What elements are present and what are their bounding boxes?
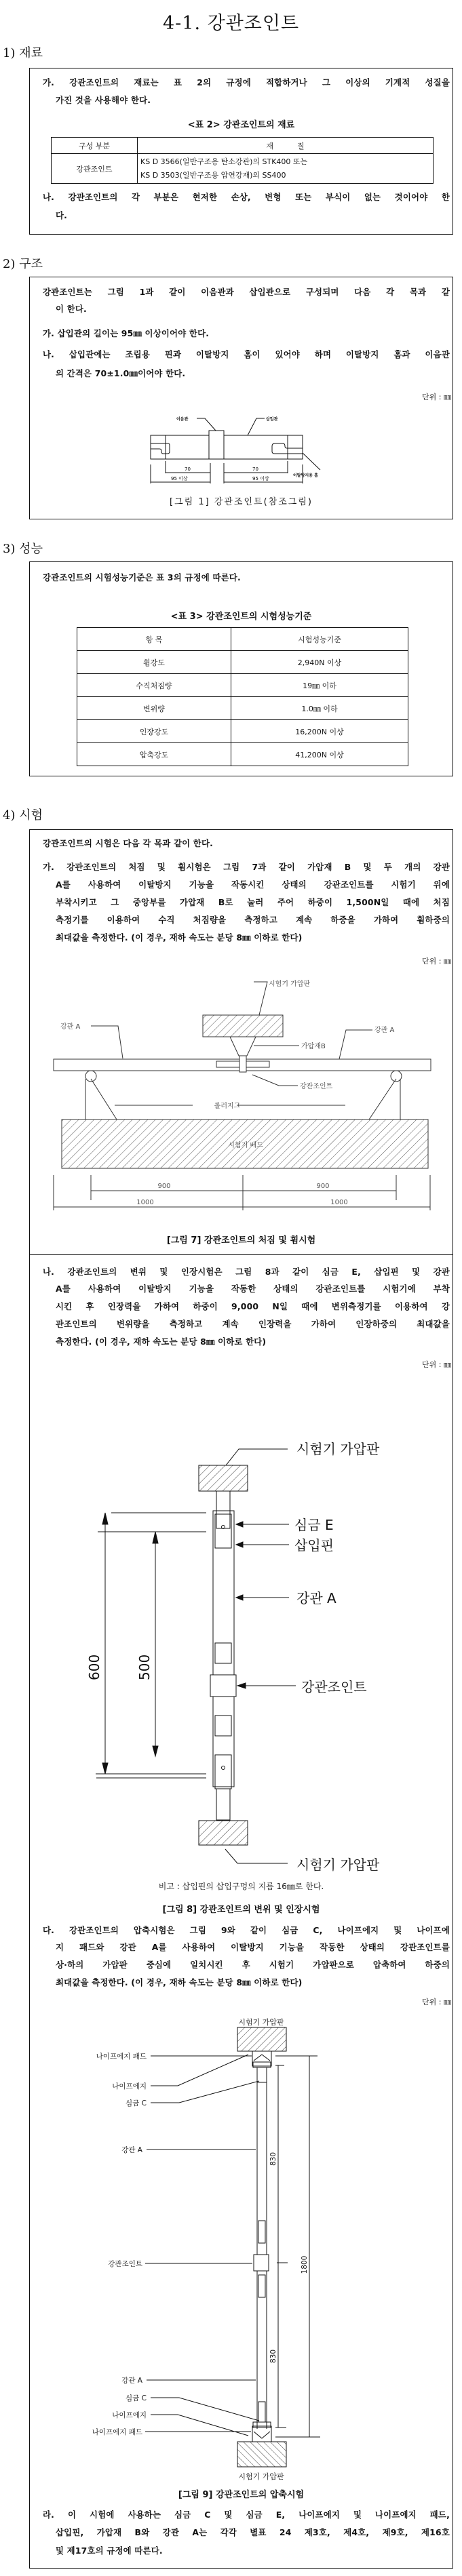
fig7-label-press-member: 가압재B [301,1043,326,1050]
unit-label: 단위 : ㎜ [422,393,451,401]
test-para-na-line1: 나. 강관조인트의 변위 및 인장시험은 그림 8과 같이 심금 E, 삽입핀 및 강관 [43,1267,450,1277]
insert-pin-top [215,1514,231,1548]
test-para-ga-line5: 최대값을 측정한다. (이 경우, 재하 속도는 분당 8㎜ 이하로 한다) [56,932,303,943]
performance-table [77,627,408,766]
joint-sleeve [210,1675,236,1697]
figure1-label-joint: 이음관 [176,417,189,422]
table-row [77,743,408,766]
right-insert-tube [224,435,303,459]
table-cell: 휨강도 [77,651,231,674]
structure-para-na-line1: 나. 삽입관에는 조립용 핀과 이탈방지 홈이 있어야 하며 이탈방지 홈과 이음관 [43,349,450,359]
test-para-ra-line1: 라. 이 시험에 사용하는 심금 C 및 심금 E, 나이프에지 및 나이프에지 패드, [43,2510,450,2520]
leader-pipe-left [91,1026,123,1058]
fig9-label-knife-top: 나이프에지 [112,2082,147,2090]
figure1-label-groove: 이탈방지용 홈 [293,473,318,478]
fig9-label-joint: 강관조인트 [108,2260,142,2268]
press-plate [203,1015,283,1037]
fig8-dim: 600 [86,1654,102,1680]
test-para-ga-line2: A를 사용하여 이탈방지 기능을 작동시킨 상태의 강관조인트를 시험기 위에 [56,879,450,890]
section-heading-structure: 2) 구조 [3,257,43,271]
test-para-da-line1: 다. 강관조인트의 압축시험은 그림 9와 같이 심금 C, 나이프에지 및 나이프에 [43,1925,450,1935]
core-e-bottom [216,1789,230,1820]
fig8-label-core-e: 심금 E [294,1517,334,1533]
figure8-tension-test-diagram [30,1376,450,1878]
table-header: 재 질 [138,138,434,154]
figure1-joint-diagram [136,410,326,488]
fig9-label-pipe-bottom: 강관 A [121,2377,142,2385]
structure-para-na-line2: 의 간격은 70±1.0㎜이어야 한다. [56,368,186,378]
fig9-label-pad-top: 나이프에지 패드 [96,2053,147,2061]
figure1-dim: 95 이상 [252,476,269,481]
core-c-bottom [258,2402,265,2422]
table-row [77,674,408,697]
fig9-dim: 1800 [301,2255,309,2274]
table-cell: 변위량 [77,697,231,720]
fig9-label-pipe-top: 강관 A [121,2146,142,2154]
table2-caption: <표 2> 강관조인트의 재료 [187,120,295,130]
press-plate-top [237,2027,286,2051]
joint-leader [197,418,216,431]
test-para-da-line4: 최대값을 측정한다. (이 경우, 재하 속도는 분당 8㎜ 이하로 한다) [56,1977,303,1987]
structure-para-ga: 가. 삽입관의 길이는 95㎜ 이상이어야 한다. [43,328,210,338]
unit-label: 단위 : ㎜ [422,1360,451,1369]
fig7-label-press-plate: 시험기 가압판 [269,980,311,988]
figure9-compression-test-diagram [30,2014,450,2489]
figure8-caption: [그림 8] 강관조인트의 변위 및 인장시험 [162,1905,320,1915]
test-para-ga-line1: 가. 강관조인트의 처짐 및 휨시험은 그림 7과 같이 가압재 B 및 두 개의 강관 [43,862,450,872]
fig7-dim: 900 [157,1183,171,1190]
section-heading-materials: 1) 재료 [3,46,43,60]
steel-pipe-a [213,1511,234,1787]
leader-press-top [226,1449,288,1465]
fig7-label-bed: 시험기 배드 [228,1142,263,1149]
table-header: 구성 부분 [52,138,138,154]
table-cell: 강관조인트 [52,154,138,184]
test-para-ra-line3: 및 제17호의 규정에 따른다. [56,2545,163,2556]
leader-joint [252,1075,298,1086]
table-header: 시험성능기준 [231,628,408,651]
table-header: 항 목 [77,628,231,651]
table-cell: 인장강도 [77,720,231,743]
figure1-dim: 70 [252,467,258,472]
table3-caption: <표 3> 강관조인트의 시험성능기준 [170,612,312,622]
roller-jig-right [369,1079,400,1119]
table-cell: 수직처짐량 [77,674,231,697]
test-para-na-line2: A를 사용하여 이탈방지 기능을 작동한 상태의 강관조인트를 시험기에 부착 [56,1284,450,1294]
fig7-label-roller-jig: 롤러지그 [214,1103,241,1110]
ext-top [275,2056,317,2065]
table-cell: 16,200N 이상 [231,720,408,743]
core-c-top [257,2067,267,2082]
fig8-label-press-top: 시험기 가압판 [296,1441,380,1457]
fig9-label-press-top: 시험기 가압판 [238,2018,284,2027]
test-para-na-line5: 측정한다. (이 경우, 재하 속도는 분당 8㎜ 이하로 한다) [56,1336,267,1347]
materials-para-ga-line2: 가진 것을 사용해야 한다. [56,95,151,105]
test-para-ra-line2: 삽입핀, 가압재 B와 강관 A는 각각 별표 24 제3호, 제4호, 제9호, 제16호 [56,2527,450,2537]
unit-label: 단위 : ㎜ [422,1998,451,2006]
leader-press-plate [254,982,267,1015]
table-cell: 19㎜ 이하 [231,674,408,697]
left-groove [151,443,170,454]
roller-jig-left [85,1079,117,1119]
fig7-label-pipe-right: 강관 A [374,1027,395,1034]
left-insert-tube [151,435,210,459]
insert-pin-bottom [215,1755,231,1789]
test-para-na-line4: 관조인트의 변위량을 측정하고 계속 인장력을 가하여 인장하중의 최대값을 [56,1319,450,1329]
fig9-dim: 830 [269,2152,277,2166]
knife-edge-pad-top [252,2051,271,2066]
figure1-caption: [그림 1] 강관조인트(참조그림) [170,497,313,507]
materials-table [51,137,434,184]
fig8-dim: 500 [136,1654,153,1680]
page-title: 4-1. 강관조인트 [162,13,300,34]
press-plate-bottom [237,2442,286,2467]
press-plate-bottom [199,1821,248,1845]
fig8-label-insert-pin: 삽입핀 [294,1537,334,1553]
joint-sleeve [209,431,224,459]
figure1-label-insert: 삽입관 [266,417,278,422]
materials-para-na-line2: 다. [56,210,68,220]
fig7-dim: 900 [316,1183,330,1190]
fig7-label-pipe-left: 강관 A [60,1023,81,1031]
fig9-dim: 830 [269,2349,277,2364]
structure-intro-line1: 강관조인트는 그림 1과 같이 이음관과 삽입관으로 구성되며 다음 각 목과 같 [43,287,450,297]
table-row [77,720,408,743]
material-line: KS D 3503(일반구조용 압연강재)의 SS400 [140,170,286,180]
fig9-label-core-bottom: 심금 C [126,2394,147,2402]
test-para-ga-line3: 부착시키고 그 중앙부를 가압재 B로 눌러 주어 하중이 1,500N일 때에 처짐 [56,897,450,907]
press-member-b [230,1037,256,1056]
leader-press-bottom [225,1849,288,1863]
table-cell: 압축강도 [77,743,231,766]
section-heading-test: 4) 시험 [3,808,43,823]
figure8-note: 비고 : 삽입핀의 삽입구멍의 지름 16㎜로 한다. [158,1882,324,1891]
materials-para-na-line1: 나. 강관조인트의 각 부분은 현저한 손상, 변형 또는 부식이 없는 것이어야 한 [43,192,450,202]
fig7-dim: 1000 [136,1199,154,1206]
joint-sleeve [254,2255,269,2271]
fig9-label-knife-bottom: 나이프에지 [112,2411,147,2419]
fig7-label-joint: 강관조인트 [300,1083,333,1090]
roller-left [85,1071,96,1082]
extension-lines-top [98,1513,206,1532]
insert-leader [248,418,265,435]
fig7-dim: 1000 [330,1199,348,1206]
table-cell: 41,200N 이상 [231,743,408,766]
pin-hole-bottom [222,1766,225,1770]
figure7-caption: [그림 7] 강관조인트의 처짐 및 휨시험 [166,1235,316,1246]
groove-leader [303,453,320,470]
test-para-na-line3: 시킨 후 인장력을 가하여 하중이 9,000 N일 때에 변위측정기를 이용하여 강 [56,1301,450,1311]
material-line: KS D 3566(일반구조용 탄소강관)의 STK400 또는 [140,157,308,166]
test-para-da-line3: 상·하의 가압판 중심에 일치시킨 후 시험기 가압판으로 압축하여 하중의 [56,1960,450,1970]
test-intro: 강관조인트의 시험은 다음 각 목과 같이 한다. [43,838,214,848]
fig8-label-press-bottom: 시험기 가압판 [296,1857,380,1873]
extension-lines-bottom [96,1774,206,1778]
table-cell: 1.0㎜ 이하 [231,697,408,720]
fig8-label-pipe: 강관 A [296,1590,336,1606]
ext-bottom [275,2428,320,2437]
test-para-da-line2: 지 패드와 강관 A를 사용하여 이탈방지 기능을 작동한 상태의 강관조인트를 [56,1942,450,1952]
performance-intro: 강관조인트의 시험성능기준은 표 3의 규정에 따른다. [43,572,241,582]
fig9-label-pad-bottom: 나이프에지 패드 [92,2428,142,2436]
table-row [77,651,408,674]
fig9-label-press-bottom: 시험기 가압판 [238,2472,284,2481]
press-plate-top [199,1465,248,1491]
knife-edge-top [254,2055,270,2061]
figure1-dim: 70 [185,467,191,472]
figure7-bending-test-diagram [30,976,450,1221]
unit-label: 단위 : ㎜ [422,957,451,966]
structure-intro-line2: 이 한다. [56,304,87,314]
joint-sleeve [239,1056,246,1072]
test-para-ga-line4: 측정기를 이용하여 수직 처짐량을 측정하고 계속 하중을 가하여 휨하중의 [56,915,450,925]
figure9-caption: [그림 9] 강관조인트의 압축시험 [178,2490,305,2500]
section-heading-performance: 3) 성능 [3,542,43,556]
leader-pipe-right [339,1030,372,1059]
figure1-dim: 95 이상 [171,476,188,481]
table-cell: 2,940N 이상 [231,651,408,674]
knife-edge-bottom [254,2432,270,2438]
fig8-label-joint: 강관조인트 [301,1679,367,1695]
table-cell [138,154,434,184]
fig9-label-core-top: 심금 C [126,2099,147,2107]
table-row [77,697,408,720]
knife-edge-pad-bottom [252,2426,271,2442]
materials-para-ga-line1: 가. 강관조인트의 재료는 표 2의 규정에 적합하거나 그 이상의 기계적 성질을 [43,77,450,87]
core-e-top [216,1491,230,1528]
